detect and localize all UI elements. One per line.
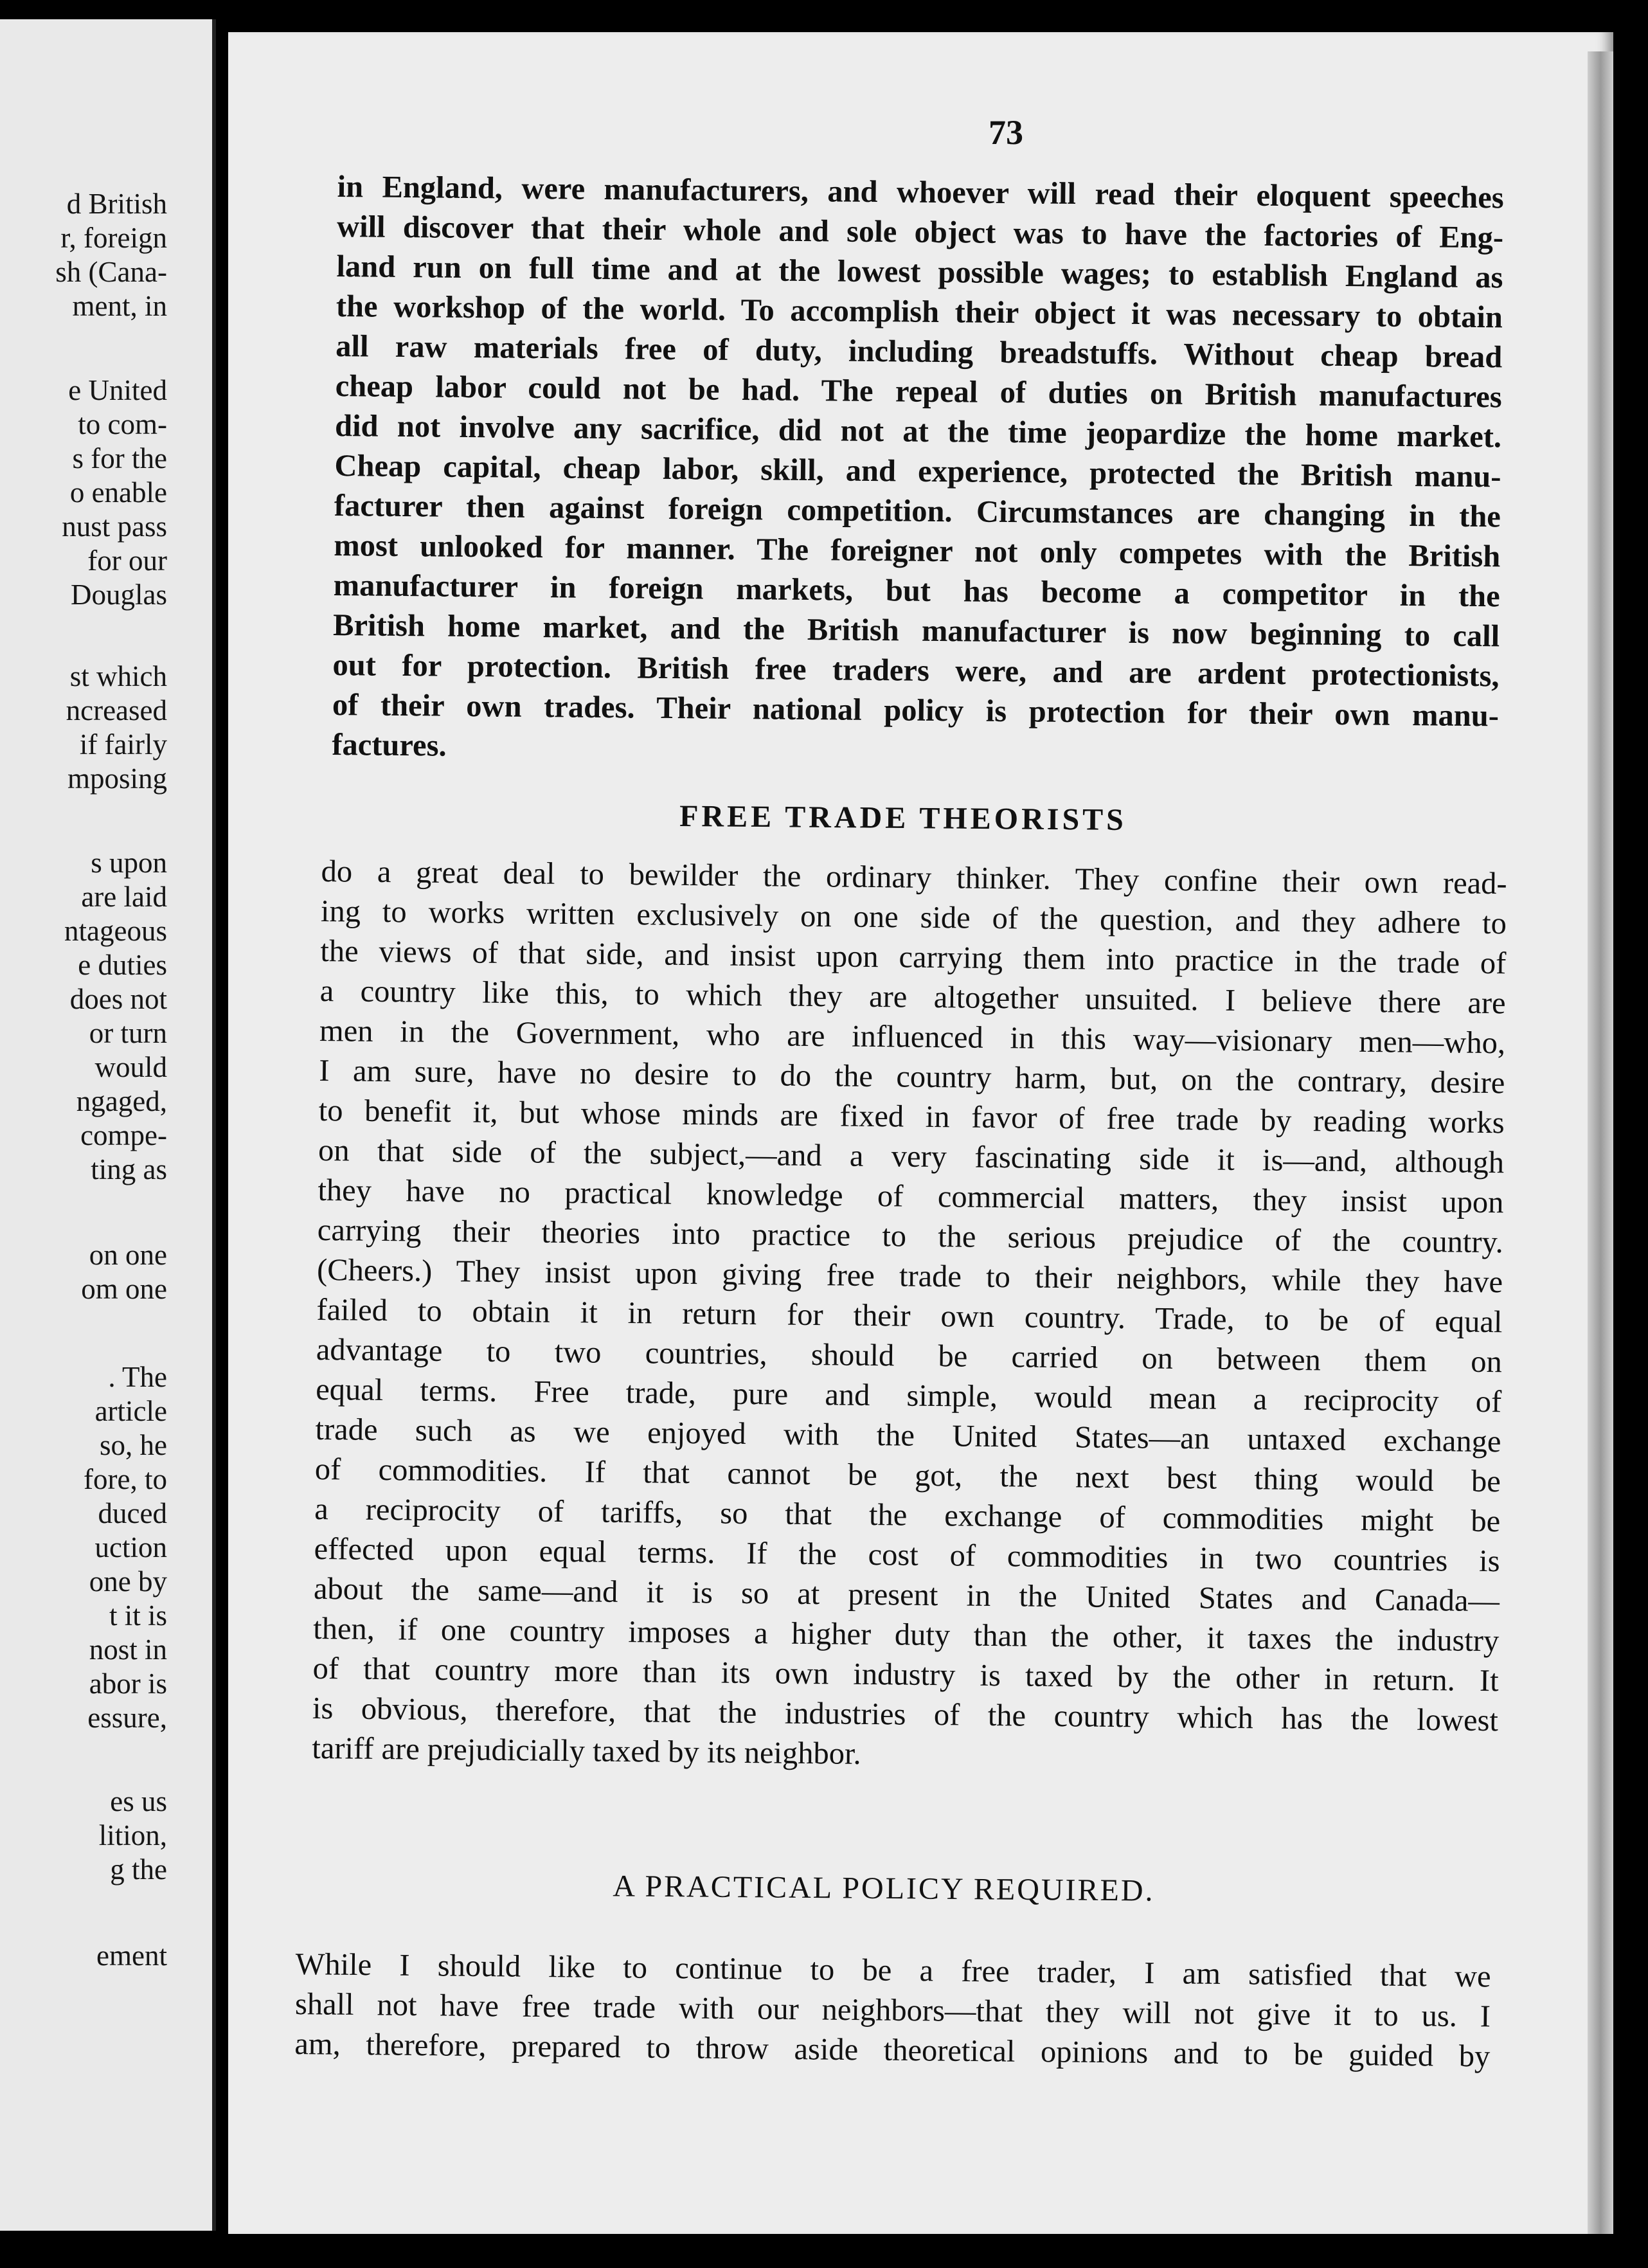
text-line: Cheap capital, cheap labor, skill, and experience, protected the British manu- [334, 448, 1501, 494]
text-line: out for protection. British free traders were, and are ardent protectionists, [332, 647, 1500, 694]
left-page-text-line: are laid [81, 881, 167, 913]
text-line: of commodities. If that cannot be got, the next best thing would be [314, 1452, 1501, 1499]
text-line: a reciprocity of tariffs, so that the exchange of commodities might be [314, 1491, 1501, 1539]
left-page-text-line: . The [108, 1361, 167, 1393]
text-line: in England, were manufacturers, and whoever will read their eloquent speeches [337, 169, 1504, 215]
text-line: While I should like to continue to be a free trader, I am satisfied that we [295, 1947, 1491, 1994]
left-page-text-line: abor is [89, 1668, 167, 1700]
text-line: I am sure, have no desire to do the country harm, but, on the contrary, desire [319, 1053, 1505, 1101]
left-page-text-line: st which [69, 660, 167, 692]
left-page-text-line: ement [96, 1940, 167, 1972]
left-page-text-line: on one [89, 1239, 167, 1271]
text-line: is obvious, therefore, that the industries of the country which has the lowest [312, 1691, 1499, 1738]
left-page-text-line: or turn [89, 1017, 167, 1049]
text-line: the workshop of the world. To accomplish their object it was necessary to obtain [336, 289, 1503, 335]
left-page-text-line: s for the [72, 442, 167, 474]
left-page-text-line: ting as [91, 1153, 167, 1185]
left-page-text-line: ntageous [64, 915, 167, 947]
text-line: of that country more than its own industry is taxed by the other in return. It [312, 1651, 1499, 1698]
left-page-text-line: so, he [100, 1429, 167, 1461]
text-line: facturer then against foreign competition. Circumstances are changing in the [334, 488, 1501, 534]
text-line: am, therefore, prepared to throw aside theoretical opinions and to be guided by [294, 2026, 1491, 2074]
left-page-text-line: o enable [69, 476, 167, 509]
left-page-text-line: om one [81, 1273, 167, 1305]
page-edge-shadow [1588, 51, 1613, 2234]
left-page-text-line: d British [66, 188, 167, 220]
text-line: cheap labor could not be had. The repeal of duties on British manufactures [335, 368, 1502, 415]
text-line: failed to obtain it in return for their own country. Trade, to be of equal [316, 1292, 1503, 1340]
text-line: advantage to two countries, should be carried on between them on [316, 1332, 1503, 1380]
text-line: carrying their theories into practice to the serious prejudice of the country. [317, 1212, 1504, 1260]
left-page-text-line: t it is [109, 1599, 167, 1632]
text-line: most unlooked for manner. The foreigner not only competes with the British [334, 528, 1501, 574]
left-page-text-line: ment, in [72, 290, 167, 322]
text-line: all raw materials free of duty, including breadstuffs. Without cheap bread [336, 328, 1503, 375]
left-page-text-line: for our [87, 544, 167, 577]
left-page-text-line: fore, to [84, 1463, 167, 1495]
left-page-text-line: if fairly [79, 728, 167, 760]
text-line: land run on full time and at the lowest possible wages; to establish England as [336, 249, 1503, 295]
left-page-text-line: lition, [98, 1819, 167, 1851]
left-page-text-line: e duties [78, 949, 167, 981]
text-line: of their own trades. Their national policy is protection for their own manu- [332, 687, 1500, 734]
text-line: the views of that side, and insist upon carrying them into practice in the trade of [320, 933, 1507, 981]
text-line: on that side of the subject,—and a very fascinating side it is—and, although [318, 1133, 1505, 1180]
left-page-text-line: nust pass [62, 510, 167, 543]
left-page-text-line: one by [89, 1565, 167, 1598]
text-line: men in the Government, who are influenced in this way—visionary men—who, [319, 1013, 1506, 1061]
text-line: ing to works written exclusively on one side of the question, and they adhere to [320, 894, 1507, 941]
book-page [228, 32, 1613, 2234]
previous-page-fragment [0, 19, 216, 2231]
left-page-text-line: ncreased [66, 694, 167, 726]
page-number: 73 [989, 113, 1023, 152]
left-page-text-line: s upon [91, 847, 167, 879]
left-page-text-line: Douglas [71, 579, 167, 611]
text-line: (Cheers.) They insist upon giving free trade to their neighbors, while they have [316, 1252, 1503, 1300]
section-heading-free-trade-theorists: FREE TRADE THEORISTS [679, 798, 1127, 838]
text-line: they have no practical knowledge of commercial matters, they insist upon [318, 1173, 1504, 1220]
text-line: did not involve any sacrifice, did not at the time jeopardize the home market. [334, 408, 1502, 455]
text-line: equal terms. Free trade, pure and simple, would mean a reciprocity of [315, 1372, 1502, 1419]
paragraph-free-trade-theorists [312, 852, 1507, 1781]
text-line: tariff are prejudicially taxed by its neighbor. [312, 1731, 861, 1771]
text-line: then, if one country imposes a higher duty than the other, it taxes the industry [313, 1611, 1500, 1659]
left-page-text-line: r, foreign [60, 222, 167, 254]
left-page-text-line: ngaged, [76, 1085, 167, 1117]
text-line: shall not have free trade with our neighbors—that they will not give it to us. I [294, 1986, 1491, 2034]
left-page-text-line: essure, [87, 1702, 167, 1734]
left-page-text-line: sh (Cana- [55, 256, 167, 288]
left-page-text-line: does not [69, 983, 167, 1015]
left-page-text-line: to com- [78, 408, 167, 440]
text-line: do a great deal to bewilder the ordinary thinker. They confine their own read- [321, 854, 1507, 901]
text-line: manufacturer in foreign markets, but has become a competitor in the [333, 568, 1500, 614]
text-line: British home market, and the British manufacturer is now beginning to call [332, 608, 1500, 654]
left-page-text-line: duced [98, 1497, 167, 1529]
section-heading-practical-policy: A PRACTICAL POLICY REQUIRED. [613, 1869, 1155, 1908]
text-line: to benefit it, but whose minds are fixed in favor of free trade by reading works [318, 1093, 1505, 1140]
text-line: about the same—and it is so at present in the United States and Canada— [313, 1571, 1500, 1619]
left-page-text-line: nost in [89, 1634, 167, 1666]
paragraph-practical-policy [294, 1945, 1491, 2076]
left-page-text-line: e United [68, 374, 167, 406]
left-page-text-line: would [94, 1051, 167, 1083]
text-line: trade such as we enjoyed with the United States—an untaxed exchange [315, 1412, 1501, 1459]
text-line: will discover that their whole and sole object was to have the factories of Eng- [336, 209, 1504, 255]
left-page-text-line: article [94, 1395, 167, 1427]
text-line: factures. [332, 727, 447, 763]
left-page-text-line: g the [110, 1853, 167, 1886]
left-page-text-line: uction [94, 1531, 167, 1563]
paragraph-continued [332, 167, 1504, 776]
left-page-text-line: mposing [67, 762, 167, 795]
text-line: a country like this, to which they are altogether unsuited. I believe there are [319, 973, 1506, 1021]
left-page-text-line: es us [110, 1785, 167, 1817]
left-page-text-line: compe- [80, 1119, 167, 1151]
text-line: effected upon equal terms. If the cost of commodities in two countries is [314, 1531, 1500, 1579]
